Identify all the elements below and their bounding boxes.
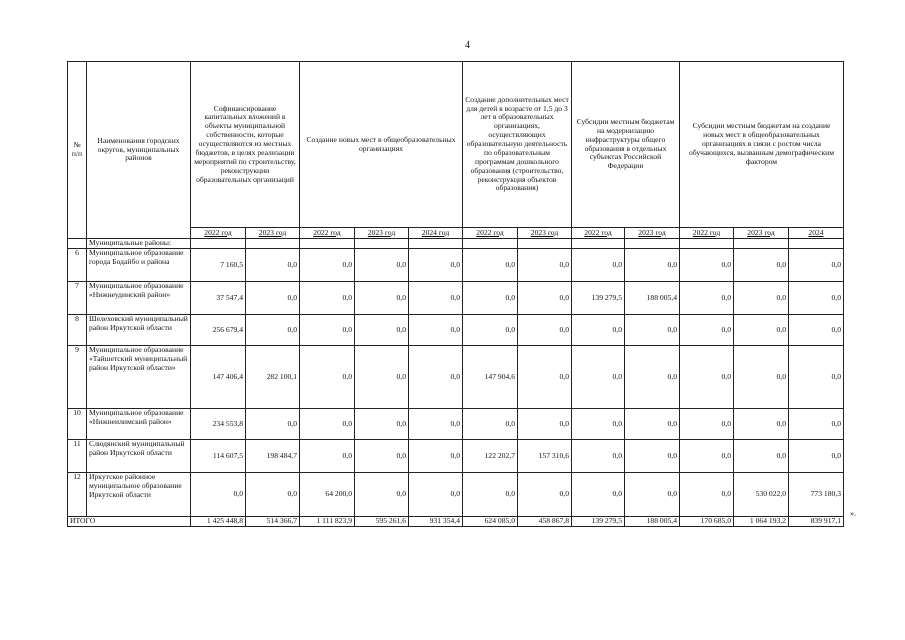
value-cell: 0,0 [734, 409, 789, 440]
row-number: 7 [68, 282, 87, 315]
value-cell: 256 679,4 [191, 315, 246, 346]
total-cell: 1 425 448,8 [191, 517, 246, 527]
value-cell: 0,0 [246, 473, 300, 517]
value-cell: 147 406,4 [191, 346, 246, 409]
value-cell: 0,0 [300, 315, 355, 346]
value-cell: 0,0 [409, 440, 463, 473]
year-header: 2022 год [191, 228, 246, 239]
year-header: 2022 год [572, 228, 625, 239]
value-cell: 0,0 [680, 315, 734, 346]
table-row [68, 315, 844, 346]
value-cell: 0,0 [355, 473, 409, 517]
total-cell: 839 917,1 [789, 517, 844, 527]
value-cell: 147 904,6 [463, 346, 518, 409]
row-number: 8 [68, 315, 87, 346]
value-cell: 0,0 [789, 315, 844, 346]
header-modernization: Субсидии местным бюджетам на модернизацию инфраструктуры общего образования в отдельных субъектах Российской Федерации [572, 62, 680, 228]
value-cell: 0,0 [355, 440, 409, 473]
year-header: 2022 год [680, 228, 734, 239]
value-cell: 0,0 [463, 282, 518, 315]
value-cell: 0,0 [734, 315, 789, 346]
value-cell: 282 100,1 [246, 346, 300, 409]
row-number: 6 [68, 249, 87, 282]
total-cell: 188 005,4 [625, 517, 680, 527]
municipality-name: Муниципальное образование города Бодайбо и района [87, 249, 191, 282]
value-cell: 0,0 [463, 315, 518, 346]
table-row [68, 440, 844, 473]
closing-quote: ». [850, 509, 856, 518]
total-cell: 595 261,6 [355, 517, 409, 527]
value-cell: 0,0 [191, 473, 246, 517]
row-number: 9 [68, 346, 87, 409]
value-cell: 0,0 [463, 249, 518, 282]
value-cell: 0,0 [463, 409, 518, 440]
year-header: 2023 год [355, 228, 409, 239]
value-cell: 0,0 [625, 409, 680, 440]
value-cell: 0,0 [518, 473, 572, 517]
value-cell: 0,0 [734, 346, 789, 409]
row-number: 11 [68, 440, 87, 473]
value-cell: 0,0 [409, 473, 463, 517]
value-cell: 0,0 [300, 282, 355, 315]
header-new-places: Создание новых мест в общеобразовательных организациях [300, 62, 463, 228]
value-cell: 0,0 [625, 346, 680, 409]
section-no-cell [68, 239, 87, 249]
row-number: 12 [68, 473, 87, 517]
value-cell: 0,0 [625, 315, 680, 346]
value-cell: 0,0 [572, 473, 625, 517]
value-cell: 37 547,4 [191, 282, 246, 315]
table-row [68, 282, 844, 315]
table-row [68, 346, 844, 409]
municipality-name: Муниципальное образование «Нижнеудинский район» [87, 282, 191, 315]
year-header: 2023 год [734, 228, 789, 239]
table-row [68, 409, 844, 440]
value-cell: 0,0 [572, 440, 625, 473]
value-cell: 157 310,6 [518, 440, 572, 473]
value-cell: 0,0 [789, 282, 844, 315]
value-cell: 0,0 [518, 346, 572, 409]
total-cell: 139 279,5 [572, 517, 625, 527]
value-cell: 0,0 [680, 409, 734, 440]
year-header: 2023 год [518, 228, 572, 239]
value-cell: 773 180,3 [789, 473, 844, 517]
value-cell: 0,0 [518, 409, 572, 440]
value-cell: 0,0 [355, 282, 409, 315]
table-row [68, 473, 844, 517]
total-cell: 514 366,7 [246, 517, 300, 527]
header-no: № п/п [68, 62, 87, 239]
year-header: 2024 год [409, 228, 463, 239]
value-cell: 0,0 [518, 282, 572, 315]
header-name: Наименования городских округов, муниципальных районов [87, 62, 191, 239]
row-number: 10 [68, 409, 87, 440]
value-cell: 0,0 [409, 346, 463, 409]
value-cell: 7 160,5 [191, 249, 246, 282]
total-cell: 170 685,0 [680, 517, 734, 527]
value-cell: 0,0 [300, 409, 355, 440]
value-cell: 122 202,7 [463, 440, 518, 473]
municipality-name: Муниципальное образование «Тайшетский муниципальный район Иркутской области» [87, 346, 191, 409]
value-cell: 0,0 [789, 409, 844, 440]
value-cell: 0,0 [734, 282, 789, 315]
value-cell: 0,0 [300, 346, 355, 409]
total-cell: 624 085,0 [463, 517, 518, 527]
value-cell: 0,0 [409, 249, 463, 282]
municipality-name: Слюдянский муниципальный район Иркутской области [87, 440, 191, 473]
value-cell: 139 279,5 [572, 282, 625, 315]
subsidy-table [67, 61, 844, 527]
value-cell: 0,0 [355, 249, 409, 282]
value-cell: 0,0 [789, 346, 844, 409]
value-cell: 234 553,8 [191, 409, 246, 440]
value-cell: 0,0 [409, 282, 463, 315]
value-cell: 0,0 [572, 409, 625, 440]
table-row [68, 249, 844, 282]
value-cell: 0,0 [680, 473, 734, 517]
value-cell: 198 484,7 [246, 440, 300, 473]
value-cell: 0,0 [680, 440, 734, 473]
value-cell: 530 022,0 [734, 473, 789, 517]
value-cell: 0,0 [518, 249, 572, 282]
value-cell: 64 200,0 [300, 473, 355, 517]
value-cell: 0,0 [246, 282, 300, 315]
value-cell: 0,0 [300, 440, 355, 473]
municipality-name: Иркутское районное муниципальное образование Иркутской области [87, 473, 191, 517]
value-cell: 0,0 [572, 249, 625, 282]
year-header: 2023 год [246, 228, 300, 239]
year-header: 2022 год [463, 228, 518, 239]
value-cell: 0,0 [518, 315, 572, 346]
total-cell: 458 867,8 [518, 517, 572, 527]
value-cell: 114 607,5 [191, 440, 246, 473]
municipality-name: Шелеховский муниципальный район Иркутской области [87, 315, 191, 346]
value-cell: 0,0 [734, 249, 789, 282]
value-cell: 0,0 [625, 473, 680, 517]
value-cell: 0,0 [355, 346, 409, 409]
municipality-name: Муниципальное образование «Нижнеилимский район» [87, 409, 191, 440]
header-demographic: Субсидии местным бюджетам на создание новых мест в общеобразовательных организациях в связи с ростом числа обучающихся, вызванным демографическим фактором [680, 62, 844, 228]
year-header: 2024 [789, 228, 844, 239]
header-preschool: Создание дополнительных мест для детей в возрасте от 1,5 до 3 лет в образовательных организациях, осуществляющих образовательную деятельность по образовательным программам дошкольного образования (строительство, реконструкция объектов образования) [463, 62, 572, 228]
value-cell: 0,0 [246, 409, 300, 440]
total-cell: 1 111 823,9 [300, 517, 355, 527]
value-cell: 0,0 [680, 282, 734, 315]
value-cell: 0,0 [300, 249, 355, 282]
value-cell: 0,0 [409, 315, 463, 346]
value-cell: 0,0 [789, 440, 844, 473]
year-header: 2022 год [300, 228, 355, 239]
value-cell: 0,0 [355, 315, 409, 346]
value-cell: 0,0 [409, 409, 463, 440]
section-label: Муниципальные районы: [87, 239, 191, 249]
total-cell: 1 064 193,2 [734, 517, 789, 527]
value-cell: 0,0 [572, 315, 625, 346]
value-cell: 0,0 [246, 315, 300, 346]
value-cell: 0,0 [355, 409, 409, 440]
value-cell: 0,0 [246, 249, 300, 282]
total-cell: 931 354,4 [409, 517, 463, 527]
page-number: 4 [465, 40, 470, 51]
total-label: ИТОГО [68, 517, 191, 527]
value-cell: 0,0 [680, 249, 734, 282]
value-cell: 0,0 [680, 346, 734, 409]
value-cell: 0,0 [625, 440, 680, 473]
value-cell: 0,0 [463, 473, 518, 517]
value-cell: 0,0 [572, 346, 625, 409]
value-cell: 188 005,4 [625, 282, 680, 315]
value-cell: 0,0 [625, 249, 680, 282]
value-cell: 0,0 [789, 249, 844, 282]
value-cell: 0,0 [734, 440, 789, 473]
header-cofinancing: Софинансирование капитальных вложений в объекты муниципальной собственности, которые осуществляются из местных бюджетов, в целях реализации мероприятий по строительству, реконструкции образовательных организаций [191, 62, 300, 228]
year-header: 2023 год [625, 228, 680, 239]
